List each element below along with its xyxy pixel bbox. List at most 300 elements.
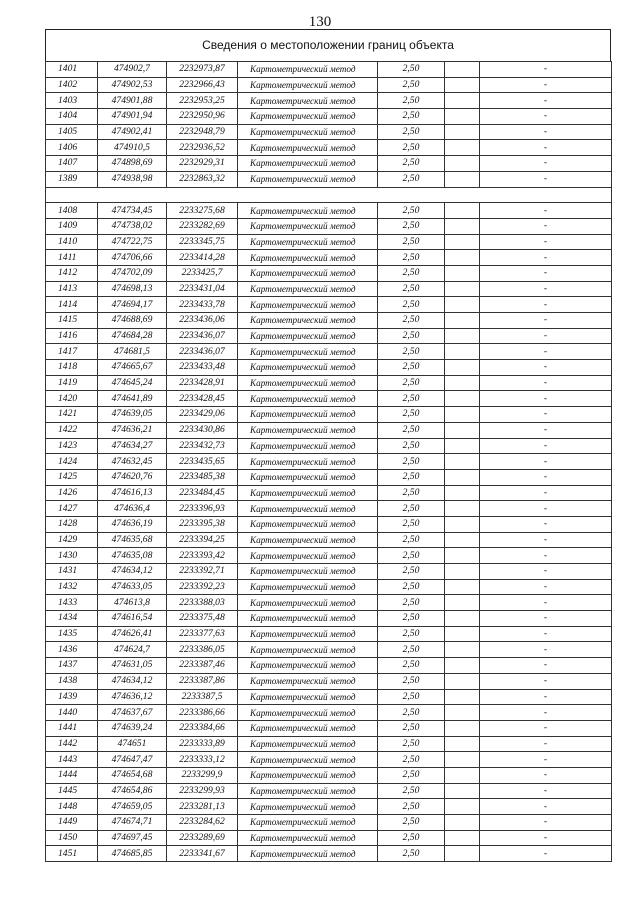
empty-cell (445, 469, 480, 485)
accuracy-value: 2,50 (378, 579, 445, 595)
accuracy-value: 2,50 (378, 846, 445, 862)
determination-method: Картометрический метод (238, 156, 378, 172)
accuracy-value: 2,50 (378, 124, 445, 140)
point-description: - (480, 281, 612, 297)
determination-method: Картометрический метод (238, 516, 378, 532)
empty-cell (445, 767, 480, 783)
point-description: - (480, 485, 612, 501)
point-number: 1449 (46, 815, 98, 831)
determination-method: Картометрический метод (238, 595, 378, 611)
point-description: - (480, 203, 612, 219)
x-coordinate: 474647,47 (98, 752, 167, 768)
empty-cell (445, 234, 480, 250)
point-number: 1401 (46, 62, 98, 78)
point-number: 1440 (46, 705, 98, 721)
table-row (46, 328, 612, 344)
empty-cell (445, 846, 480, 862)
point-description: - (480, 171, 612, 187)
empty-cell (445, 109, 480, 125)
point-description: - (480, 626, 612, 642)
y-coordinate: 2233394,25 (167, 532, 238, 548)
accuracy-value: 2,50 (378, 250, 445, 266)
y-coordinate: 2233386,05 (167, 642, 238, 658)
empty-cell (445, 736, 480, 752)
empty-cell (445, 93, 480, 109)
determination-method: Картометрический метод (238, 799, 378, 815)
point-description: - (480, 375, 612, 391)
x-coordinate: 474634,12 (98, 564, 167, 580)
y-coordinate: 2233281,13 (167, 799, 238, 815)
point-number: 1405 (46, 124, 98, 140)
accuracy-value: 2,50 (378, 705, 445, 721)
y-coordinate: 2232936,52 (167, 140, 238, 156)
x-coordinate: 474702,09 (98, 265, 167, 281)
y-coordinate: 2233395,38 (167, 516, 238, 532)
table-row (46, 815, 612, 831)
determination-method: Картометрический метод (238, 767, 378, 783)
determination-method: Картометрический метод (238, 203, 378, 219)
point-description: - (480, 815, 612, 831)
accuracy-value: 2,50 (378, 611, 445, 627)
empty-cell (445, 752, 480, 768)
empty-cell (445, 579, 480, 595)
table-row (46, 218, 612, 234)
y-coordinate: 2233377,63 (167, 626, 238, 642)
determination-method: Картометрический метод (238, 250, 378, 266)
x-coordinate: 474636,21 (98, 422, 167, 438)
point-number: 1433 (46, 595, 98, 611)
point-description: - (480, 297, 612, 313)
empty-cell (445, 62, 480, 78)
accuracy-value: 2,50 (378, 313, 445, 329)
y-coordinate: 2232948,79 (167, 124, 238, 140)
empty-cell (445, 516, 480, 532)
point-number: 1414 (46, 297, 98, 313)
point-description: - (480, 469, 612, 485)
point-description: - (480, 156, 612, 172)
point-description: - (480, 736, 612, 752)
x-coordinate: 474694,17 (98, 297, 167, 313)
accuracy-value: 2,50 (378, 360, 445, 376)
accuracy-value: 2,50 (378, 815, 445, 831)
determination-method: Картометрический метод (238, 705, 378, 721)
accuracy-value: 2,50 (378, 203, 445, 219)
determination-method: Картометрический метод (238, 532, 378, 548)
y-coordinate: 2232966,43 (167, 77, 238, 93)
determination-method: Картометрический метод (238, 501, 378, 517)
point-number: 1412 (46, 265, 98, 281)
accuracy-value: 2,50 (378, 407, 445, 423)
separator-cell (445, 187, 480, 203)
accuracy-value: 2,50 (378, 626, 445, 642)
point-description: - (480, 799, 612, 815)
point-number: 1424 (46, 454, 98, 470)
table-row (46, 626, 612, 642)
determination-method: Картометрический метод (238, 360, 378, 376)
point-description: - (480, 673, 612, 689)
x-coordinate: 474901,94 (98, 109, 167, 125)
accuracy-value: 2,50 (378, 532, 445, 548)
table-row (46, 658, 612, 674)
y-coordinate: 2233387,5 (167, 689, 238, 705)
empty-cell (445, 140, 480, 156)
y-coordinate: 2233425,7 (167, 265, 238, 281)
accuracy-value: 2,50 (378, 218, 445, 234)
y-coordinate: 2233484,45 (167, 485, 238, 501)
y-coordinate: 2233430,86 (167, 422, 238, 438)
x-coordinate: 474639,24 (98, 720, 167, 736)
accuracy-value: 2,50 (378, 658, 445, 674)
point-description: - (480, 501, 612, 517)
point-number: 1403 (46, 93, 98, 109)
accuracy-value: 2,50 (378, 752, 445, 768)
accuracy-value: 2,50 (378, 799, 445, 815)
table-row (46, 391, 612, 407)
point-number: 1420 (46, 391, 98, 407)
accuracy-value: 2,50 (378, 736, 445, 752)
point-number: 1438 (46, 673, 98, 689)
y-coordinate: 2233428,91 (167, 375, 238, 391)
empty-cell (445, 297, 480, 313)
x-coordinate: 474722,75 (98, 234, 167, 250)
accuracy-value: 2,50 (378, 328, 445, 344)
point-description: - (480, 265, 612, 281)
y-coordinate: 2233392,71 (167, 564, 238, 580)
y-coordinate: 2233436,07 (167, 344, 238, 360)
accuracy-value: 2,50 (378, 438, 445, 454)
x-coordinate: 474698,13 (98, 281, 167, 297)
determination-method: Картометрический метод (238, 783, 378, 799)
point-number: 1415 (46, 313, 98, 329)
x-coordinate: 474616,54 (98, 611, 167, 627)
x-coordinate: 474684,28 (98, 328, 167, 344)
y-coordinate: 2233436,07 (167, 328, 238, 344)
point-number: 1423 (46, 438, 98, 454)
x-coordinate: 474641,89 (98, 391, 167, 407)
determination-method: Картометрический метод (238, 77, 378, 93)
determination-method: Картометрический метод (238, 93, 378, 109)
point-number: 1442 (46, 736, 98, 752)
table-row (46, 203, 612, 219)
y-coordinate: 2232929,31 (167, 156, 238, 172)
point-number: 1422 (46, 422, 98, 438)
empty-cell (445, 328, 480, 344)
point-number: 1404 (46, 109, 98, 125)
table-row (46, 281, 612, 297)
table-row (46, 501, 612, 517)
accuracy-value: 2,50 (378, 689, 445, 705)
determination-method: Картометрический метод (238, 673, 378, 689)
point-description: - (480, 767, 612, 783)
x-coordinate: 474639,05 (98, 407, 167, 423)
empty-cell (445, 658, 480, 674)
y-coordinate: 2232953,25 (167, 93, 238, 109)
accuracy-value: 2,50 (378, 783, 445, 799)
point-number: 1450 (46, 830, 98, 846)
empty-cell (445, 171, 480, 187)
point-number: 1407 (46, 156, 98, 172)
table-row (46, 438, 612, 454)
point-number: 1427 (46, 501, 98, 517)
x-coordinate: 474688,69 (98, 313, 167, 329)
x-coordinate: 474738,02 (98, 218, 167, 234)
accuracy-value: 2,50 (378, 642, 445, 658)
x-coordinate: 474902,7 (98, 62, 167, 78)
determination-method: Картометрический метод (238, 485, 378, 501)
point-description: - (480, 250, 612, 266)
determination-method: Картометрический метод (238, 265, 378, 281)
point-number: 1406 (46, 140, 98, 156)
table-row (46, 564, 612, 580)
point-description: - (480, 705, 612, 721)
table-row (46, 297, 612, 313)
determination-method: Картометрический метод (238, 109, 378, 125)
y-coordinate: 2232973,87 (167, 62, 238, 78)
section-title: Сведения о местоположении границ объекта (202, 38, 454, 52)
separator-cell (167, 187, 238, 203)
empty-cell (445, 642, 480, 658)
x-coordinate: 474635,68 (98, 532, 167, 548)
determination-method: Картометрический метод (238, 469, 378, 485)
table-row (46, 124, 612, 140)
point-number: 1429 (46, 532, 98, 548)
table-row (46, 611, 612, 627)
determination-method: Картометрический метод (238, 548, 378, 564)
y-coordinate: 2233387,86 (167, 673, 238, 689)
empty-cell (445, 501, 480, 517)
table-row (46, 313, 612, 329)
point-description: - (480, 752, 612, 768)
accuracy-value: 2,50 (378, 469, 445, 485)
determination-method: Картометрический метод (238, 579, 378, 595)
empty-cell (445, 265, 480, 281)
accuracy-value: 2,50 (378, 375, 445, 391)
accuracy-value: 2,50 (378, 548, 445, 564)
determination-method: Картометрический метод (238, 611, 378, 627)
point-description: - (480, 611, 612, 627)
empty-cell (445, 250, 480, 266)
determination-method: Картометрический метод (238, 140, 378, 156)
y-coordinate: 2233388,03 (167, 595, 238, 611)
point-number: 1435 (46, 626, 98, 642)
y-coordinate: 2233282,69 (167, 218, 238, 234)
determination-method: Картометрический метод (238, 626, 378, 642)
separator-cell (98, 187, 167, 203)
point-number: 1389 (46, 171, 98, 187)
empty-cell (445, 532, 480, 548)
empty-cell (445, 595, 480, 611)
point-description: - (480, 344, 612, 360)
accuracy-value: 2,50 (378, 234, 445, 250)
empty-cell (445, 548, 480, 564)
accuracy-value: 2,50 (378, 156, 445, 172)
x-coordinate: 474938,98 (98, 171, 167, 187)
point-number: 1448 (46, 799, 98, 815)
y-coordinate: 2233345,75 (167, 234, 238, 250)
table-row (46, 77, 612, 93)
empty-cell (445, 783, 480, 799)
determination-method: Картометрический метод (238, 830, 378, 846)
table-row (46, 783, 612, 799)
determination-method: Картометрический метод (238, 344, 378, 360)
empty-cell (445, 611, 480, 627)
determination-method: Картометрический метод (238, 297, 378, 313)
accuracy-value: 2,50 (378, 830, 445, 846)
accuracy-value: 2,50 (378, 62, 445, 78)
point-description: - (480, 422, 612, 438)
table-row (46, 109, 612, 125)
point-number: 1441 (46, 720, 98, 736)
table-row (46, 485, 612, 501)
accuracy-value: 2,50 (378, 109, 445, 125)
determination-method: Картометрический метод (238, 407, 378, 423)
x-coordinate: 474634,27 (98, 438, 167, 454)
point-number: 1421 (46, 407, 98, 423)
point-description: - (480, 830, 612, 846)
determination-method: Картометрический метод (238, 234, 378, 250)
y-coordinate: 2233386,66 (167, 705, 238, 721)
empty-cell (445, 705, 480, 721)
determination-method: Картометрический метод (238, 438, 378, 454)
point-number: 1411 (46, 250, 98, 266)
point-description: - (480, 532, 612, 548)
y-coordinate: 2233299,93 (167, 783, 238, 799)
empty-cell (445, 815, 480, 831)
empty-cell (445, 689, 480, 705)
determination-method: Картометрический метод (238, 171, 378, 187)
point-description: - (480, 140, 612, 156)
accuracy-value: 2,50 (378, 501, 445, 517)
accuracy-value: 2,50 (378, 564, 445, 580)
empty-cell (445, 124, 480, 140)
accuracy-value: 2,50 (378, 265, 445, 281)
empty-cell (445, 720, 480, 736)
point-description: - (480, 360, 612, 376)
point-number: 1402 (46, 77, 98, 93)
determination-method: Картометрический метод (238, 736, 378, 752)
x-coordinate: 474659,05 (98, 799, 167, 815)
x-coordinate: 474616,13 (98, 485, 167, 501)
x-coordinate: 474635,08 (98, 548, 167, 564)
x-coordinate: 474632,45 (98, 454, 167, 470)
table-row (46, 516, 612, 532)
point-description: - (480, 77, 612, 93)
table-row (46, 548, 612, 564)
determination-method: Картометрический метод (238, 124, 378, 140)
point-number: 1451 (46, 846, 98, 862)
determination-method: Картометрический метод (238, 422, 378, 438)
separator-cell (378, 187, 445, 203)
table-row (46, 705, 612, 721)
determination-method: Картометрический метод (238, 328, 378, 344)
x-coordinate: 474902,41 (98, 124, 167, 140)
accuracy-value: 2,50 (378, 485, 445, 501)
empty-cell (445, 438, 480, 454)
table-row (46, 642, 612, 658)
x-coordinate: 474697,45 (98, 830, 167, 846)
y-coordinate: 2233333,12 (167, 752, 238, 768)
x-coordinate: 474910,5 (98, 140, 167, 156)
point-number: 1436 (46, 642, 98, 658)
y-coordinate: 2233387,46 (167, 658, 238, 674)
point-description: - (480, 407, 612, 423)
point-number: 1417 (46, 344, 98, 360)
x-coordinate: 474636,19 (98, 516, 167, 532)
x-coordinate: 474685,85 (98, 846, 167, 862)
determination-method: Картометрический метод (238, 391, 378, 407)
determination-method: Картометрический метод (238, 281, 378, 297)
accuracy-value: 2,50 (378, 767, 445, 783)
y-coordinate: 2232950,96 (167, 109, 238, 125)
point-description: - (480, 109, 612, 125)
determination-method: Картометрический метод (238, 815, 378, 831)
point-description: - (480, 642, 612, 658)
point-description: - (480, 689, 612, 705)
point-description: - (480, 846, 612, 862)
table-row (46, 407, 612, 423)
accuracy-value: 2,50 (378, 391, 445, 407)
point-number: 1445 (46, 783, 98, 799)
accuracy-value: 2,50 (378, 454, 445, 470)
point-description: - (480, 391, 612, 407)
x-coordinate: 474624,7 (98, 642, 167, 658)
point-number: 1413 (46, 281, 98, 297)
accuracy-value: 2,50 (378, 93, 445, 109)
group-separator-row (46, 187, 612, 203)
point-description: - (480, 328, 612, 344)
accuracy-value: 2,50 (378, 673, 445, 689)
x-coordinate: 474651 (98, 736, 167, 752)
y-coordinate: 2233433,48 (167, 360, 238, 376)
x-coordinate: 474901,88 (98, 93, 167, 109)
empty-cell (445, 564, 480, 580)
point-description: - (480, 62, 612, 78)
x-coordinate: 474898,69 (98, 156, 167, 172)
y-coordinate: 2233435,65 (167, 454, 238, 470)
x-coordinate: 474681,5 (98, 344, 167, 360)
y-coordinate: 2233333,89 (167, 736, 238, 752)
point-number: 1437 (46, 658, 98, 674)
y-coordinate: 2233396,93 (167, 501, 238, 517)
point-description: - (480, 658, 612, 674)
table-row (46, 422, 612, 438)
x-coordinate: 474674,71 (98, 815, 167, 831)
table-row (46, 689, 612, 705)
point-description: - (480, 218, 612, 234)
empty-cell (445, 344, 480, 360)
table-row (46, 736, 612, 752)
accuracy-value: 2,50 (378, 140, 445, 156)
point-number: 1418 (46, 360, 98, 376)
y-coordinate: 2233428,45 (167, 391, 238, 407)
y-coordinate: 2233433,78 (167, 297, 238, 313)
table-row (46, 595, 612, 611)
point-description: - (480, 516, 612, 532)
table-row (46, 767, 612, 783)
y-coordinate: 2233341,67 (167, 846, 238, 862)
y-coordinate: 2233436,06 (167, 313, 238, 329)
point-number: 1443 (46, 752, 98, 768)
x-coordinate: 474634,12 (98, 673, 167, 689)
separator-cell (46, 187, 98, 203)
empty-cell (445, 360, 480, 376)
separator-cell (480, 187, 612, 203)
point-description: - (480, 548, 612, 564)
table-row (46, 752, 612, 768)
point-number: 1439 (46, 689, 98, 705)
x-coordinate: 474706,66 (98, 250, 167, 266)
table-row (46, 720, 612, 736)
